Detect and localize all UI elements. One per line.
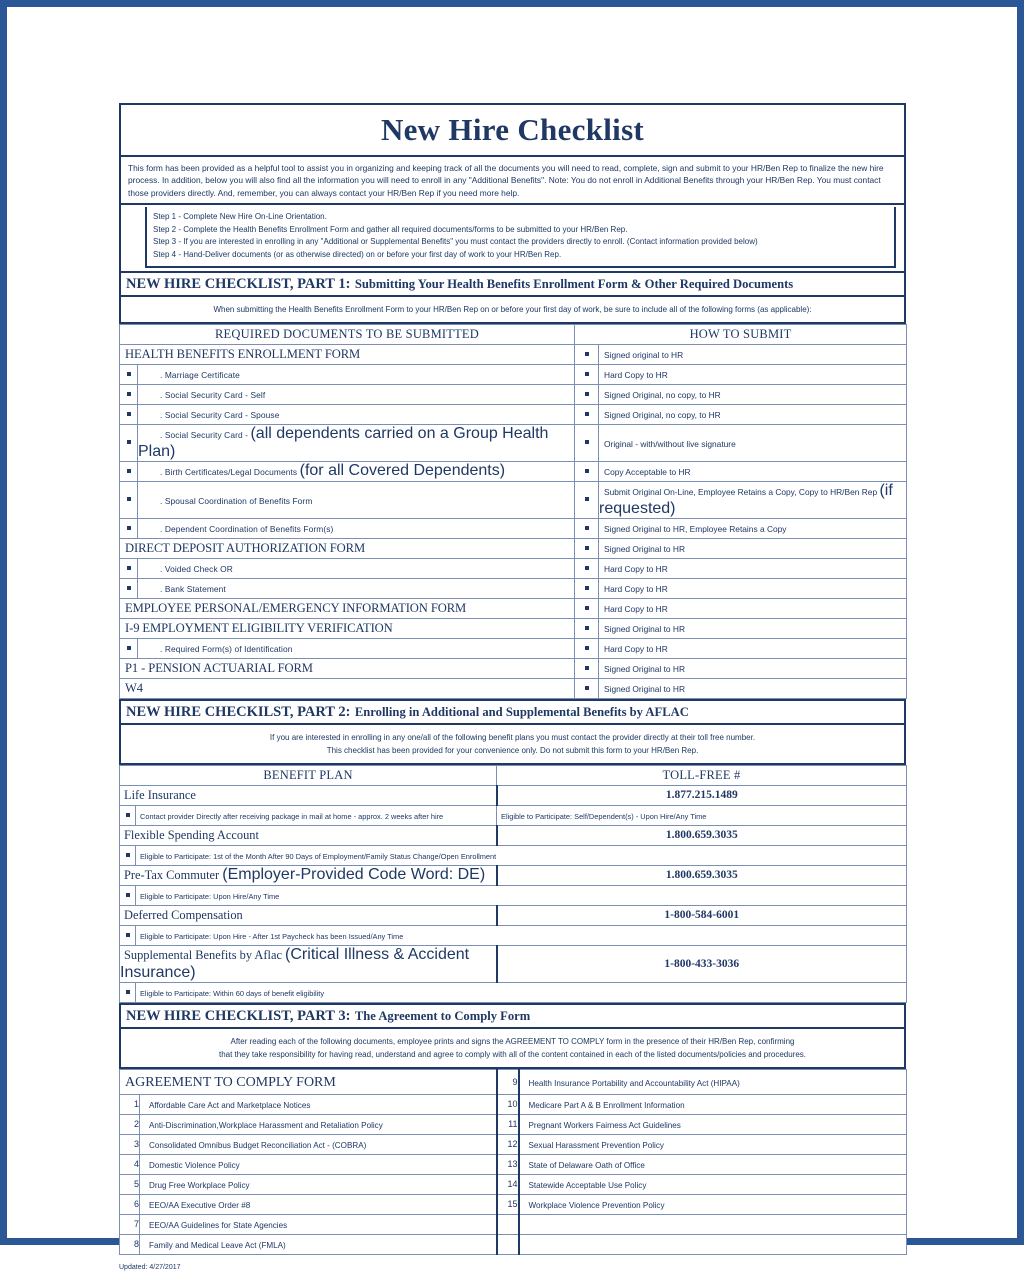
part2-eligibility-text: Eligible to Participate: Upon Hire/Any Time [140, 892, 280, 902]
part1-heading [119, 271, 906, 297]
part2-heading-strong: NEW HIRE CHECKILST, PART 2: [126, 703, 351, 720]
part1-how-to-submit: Hard Copy to HR [604, 564, 668, 575]
part1-how-to-submit-cell [599, 638, 907, 658]
part1-row [120, 598, 907, 618]
part3-left-policy-cell[interactable] [140, 1234, 497, 1254]
part2-heading-rest: Enrolling in Additional and Supplemental Benefits by AFLAC [354, 704, 689, 719]
part3-policy-label: Anti-Discrimination,Workplace Harassment and Retaliation Policy [149, 1121, 383, 1131]
part1-row [120, 558, 907, 578]
part1-how-to-submit-cell [599, 578, 907, 598]
square-bullet-icon [127, 372, 131, 376]
part3-left-policy-cell[interactable] [140, 1154, 497, 1174]
part2-plan-name-cell [120, 945, 497, 982]
part3-row [120, 1154, 907, 1174]
steps-list [145, 207, 896, 267]
part3-left-policy-cell[interactable] [140, 1134, 497, 1154]
part2-eligibility-text: Contact provider Directly after receiving package in mail at home - approx. 2 weeks after hire [140, 812, 444, 822]
part2-eligibility-text: Eligible to Participate: Within 60 days of benefit eligibility [140, 989, 325, 999]
part3-right-number [497, 1214, 519, 1234]
part1-left-checkbox[interactable] [120, 404, 138, 424]
part1-how-to-submit: Signed original to HR [604, 350, 684, 361]
part3-left-number: 3 [120, 1134, 140, 1154]
part1-row [120, 364, 907, 384]
part1-document-name: EMPLOYEE PERSONAL/EMERGENCY INFORMATION FORM [125, 601, 467, 616]
part3-heading [119, 1003, 906, 1029]
part3-policy-label [520, 1241, 529, 1250]
part3-right-policy-cell[interactable] [519, 1134, 907, 1154]
part3-left-number: 5 [120, 1174, 140, 1194]
part3-right-policy-cell[interactable] [519, 1114, 907, 1134]
part3-row [120, 1194, 907, 1214]
part3-right-number [497, 1234, 519, 1254]
part3-left-policy-cell[interactable] [140, 1094, 497, 1114]
part3-policy-label: State of Delaware Oath of Office [528, 1161, 645, 1171]
part1-how-to-submit-cell [599, 384, 907, 404]
part1-table [119, 324, 907, 699]
part1-document-cell [120, 618, 575, 638]
part2-toll-free-number[interactable]: 1.877.215.1489 [497, 785, 907, 805]
step-item-3: Step 3 - If you are interested in enrolling in any "Additional or Supplemental Benefits" you must contact the providers directly to enroll. (Contact information provided below) [153, 237, 758, 247]
part1-how-to-submit: Hard Copy to HR [604, 604, 668, 615]
part2-plan-name: Supplemental Benefits by Aflac [124, 947, 286, 962]
part3-note-box [119, 1029, 906, 1069]
part1-right-checkbox[interactable] [575, 558, 599, 578]
page-title: New Hire Checklist [380, 112, 645, 147]
part2-toll-free-number[interactable]: 1-800-584-6001 [497, 905, 907, 925]
part3-right-policy-cell[interactable] [519, 1174, 907, 1194]
step-item-4: Step 4 - Hand-Deliver documents (or as otherwise directed) on or before your first day of work to your HR/Ben Rep. [153, 250, 562, 259]
part3-right-number: 9 [497, 1069, 519, 1094]
part2-plan-name-cell [120, 905, 497, 925]
part1-how-to-submit-cell [599, 618, 907, 638]
part3-policy-label: Affordable Care Act and Marketplace Notices [149, 1101, 311, 1111]
part3-note-line2: that they take responsibility for having read, understand and agree to comply with all of the content contained in each of the listed documents/policies and procedures. [218, 1049, 807, 1059]
part2-plan-name-note: (Critical Illness & Accident Insurance) [120, 945, 470, 981]
part1-col-left-header: REQUIRED DOCUMENTS TO BE SUBMITTED [120, 324, 575, 344]
part3-left-number: 6 [120, 1194, 140, 1214]
part3-right-policy-cell[interactable] [519, 1234, 907, 1254]
intro-paragraph: This form has been provided as a helpful tool to assist you in organizing and keeping track of all the documents you will need to read, complete, sign and submit to your HR/Ben Rep to finalize the new hire process. In addition, below you will also find all the information you will need to enroll in any "Additional Benefits". Note: You do not enroll in Additional Benefits through your HR/Ben Rep. You must contact those providers directly. And, remember, you can always contact your HR/Ben Rep if you need more help. [128, 163, 884, 198]
part1-right-checkbox[interactable] [575, 538, 599, 558]
part1-right-checkbox[interactable] [575, 481, 599, 518]
part2-plan-name: Life Insurance [124, 788, 196, 803]
part3-policy-label: Medicare Part A & B Enrollment Information [528, 1101, 685, 1111]
square-bullet-icon [127, 392, 131, 396]
part1-row [120, 404, 907, 424]
steps-outer-box [119, 205, 906, 270]
part3-row [120, 1214, 907, 1234]
square-bullet-icon [126, 893, 130, 897]
part1-how-to-submit: Hard Copy to HR [604, 370, 668, 381]
part3-policy-label: Family and Medical Leave Act (FMLA) [149, 1241, 286, 1251]
part1-how-to-submit-cell [599, 364, 907, 384]
part2-checkbox[interactable] [120, 845, 136, 865]
part1-right-checkbox[interactable] [575, 618, 599, 638]
agreement-to-comply-form-title: AGREEMENT TO COMPLY FORM [125, 1074, 336, 1090]
square-bullet-icon [127, 412, 131, 416]
part3-policy-label: EEO/AA Executive Order #8 [149, 1201, 251, 1211]
part2-table [119, 765, 907, 1003]
part2-eligibility-detail [136, 982, 907, 1002]
part1-note-box [119, 297, 906, 324]
footer-updated: Updated: 4/27/2017 [119, 1263, 181, 1271]
part1-document-name: . Voided Check OR [160, 564, 233, 575]
part2-eligibility-detail [136, 885, 907, 905]
part1-how-to-submit-cell [599, 558, 907, 578]
part1-how-to-submit-cell [599, 404, 907, 424]
part1-document-cell [120, 598, 575, 618]
square-bullet-icon [585, 586, 589, 590]
square-bullet-icon [585, 686, 589, 690]
intro-paragraph-box [119, 155, 906, 205]
part2-plan-row [120, 865, 907, 885]
part3-right-policy-cell[interactable] [519, 1069, 907, 1094]
part2-eligibility-text: Eligible to Participate: Upon Hire - After 1st Paycheck has been Issued/Any Time [140, 932, 404, 942]
part1-document-cell [120, 538, 575, 558]
part3-table [119, 1069, 907, 1255]
part1-row [120, 578, 907, 598]
part1-row [120, 384, 907, 404]
square-bullet-icon [585, 546, 589, 550]
document-title-box [119, 103, 906, 155]
part2-toll-free-number[interactable]: 1-800-433-3036 [497, 945, 907, 982]
part2-note-box [119, 725, 906, 765]
square-bullet-icon [126, 990, 130, 994]
part1-document-name-note: (all dependents carried on a Group Health Plan) [138, 424, 549, 460]
part3-right-number: 14 [497, 1174, 519, 1194]
part1-document-cell [120, 658, 575, 678]
part1-column-header-row [120, 324, 907, 344]
part1-document-name: . Social Security Card - Spouse [160, 410, 280, 421]
part3-row [120, 1134, 907, 1154]
step-item-2: Step 2 - Complete the Health Benefits Enrollment Form and gather all required documents/forms to be submitted to your HR/Ben Rep. [153, 224, 628, 234]
part3-left-number: 2 [120, 1114, 140, 1134]
part3-right-policy-cell[interactable] [519, 1194, 907, 1214]
part2-eligibility-row [120, 845, 907, 865]
part2-note-line2: This checklist has been provided for your convenience only. Do not submit this form to your HR/Ben Rep. [326, 745, 699, 755]
square-bullet-icon [127, 526, 131, 530]
part1-right-checkbox[interactable] [575, 364, 599, 384]
square-bullet-icon [127, 469, 131, 473]
part3-left-policy-cell[interactable] [140, 1114, 497, 1134]
part1-right-checkbox[interactable] [575, 424, 599, 461]
part1-heading-rest: Submitting Your Health Benefits Enrollment Form & Other Required Documents [354, 276, 794, 291]
part3-right-policy-cell[interactable] [519, 1154, 907, 1174]
part1-document-cell [138, 558, 575, 578]
part1-document-cell [138, 424, 575, 461]
part1-document-name: DIRECT DEPOSIT AUTHORIZATION FORM [125, 541, 366, 556]
part3-left-policy-cell[interactable] [140, 1194, 497, 1214]
part2-checkbox[interactable] [120, 982, 136, 1002]
part1-row [120, 344, 907, 364]
part1-note: When submitting the Health Benefits Enrollment Form to your HR/Ben Rep on or before your first day of work, be sure to include all of the following forms (as applicable): [213, 304, 812, 314]
part1-how-to-submit-cell [599, 518, 907, 538]
part1-how-to-submit-cell [599, 598, 907, 618]
square-bullet-icon [127, 586, 131, 590]
part3-heading-strong: NEW HIRE CHECKLIST, PART 3: [126, 1007, 351, 1024]
part1-row [120, 638, 907, 658]
part3-left-policy-cell[interactable] [140, 1174, 497, 1194]
part1-document-name-note: (for all Covered Dependents) [299, 462, 506, 480]
square-bullet-icon [585, 626, 589, 630]
part1-how-to-submit: Signed Original, no copy, to HR [604, 410, 721, 421]
part1-document-name: I-9 EMPLOYMENT ELIGIBILITY VERIFICATION [125, 621, 393, 636]
part1-how-to-submit: Signed Original to HR, Employee Retains a Copy [604, 524, 787, 535]
part1-document-name: . Birth Certificates/Legal Documents [160, 467, 300, 478]
part1-row [120, 538, 907, 558]
part2-note-line1: If you are interested in enrolling in any one/all of the following benefit plans you must contact the provider directly at their toll free number. [269, 732, 756, 742]
part2-checkbox[interactable] [120, 925, 136, 945]
part1-document-cell [138, 518, 575, 538]
part3-left-number: 7 [120, 1214, 140, 1234]
part2-plan-row [120, 945, 907, 982]
part1-row [120, 678, 907, 698]
part3-left-number: 4 [120, 1154, 140, 1174]
part3-right-number: 12 [497, 1134, 519, 1154]
part1-how-to-submit-cell [599, 344, 907, 364]
part1-right-checkbox[interactable] [575, 344, 599, 364]
part3-row [120, 1114, 907, 1134]
part2-plan-row [120, 825, 907, 845]
part3-policy-label: Health Insurance Portability and Accountability Act (HIPAA) [528, 1078, 740, 1088]
part3-left-number: 8 [120, 1234, 140, 1254]
part1-right-checkbox[interactable] [575, 578, 599, 598]
part1-how-to-submit-cell [599, 538, 907, 558]
part2-eligibility-detail-left [136, 805, 497, 825]
part3-policy-label: Sexual Harassment Prevention Policy [528, 1141, 664, 1151]
part1-how-to-submit: Signed Original to HR [604, 664, 686, 675]
part2-eligibility-detail [136, 925, 907, 945]
part2-plan-name-cell [120, 865, 497, 885]
part2-plan-name-cell [120, 785, 497, 805]
part1-document-name: P1 - PENSION ACTUARIAL FORM [125, 661, 313, 676]
part1-right-checkbox[interactable] [575, 461, 599, 481]
part1-left-checkbox[interactable] [120, 424, 138, 461]
part3-right-policy-cell[interactable] [519, 1214, 907, 1234]
part2-column-header-row [120, 765, 907, 785]
part3-right-number: 15 [497, 1194, 519, 1214]
part1-how-to-submit: Signed Original to HR [604, 544, 686, 555]
part1-right-checkbox[interactable] [575, 658, 599, 678]
part1-how-to-submit-note: (if requested) [599, 481, 893, 517]
part1-left-checkbox[interactable] [120, 384, 138, 404]
part1-document-cell [138, 481, 575, 518]
part1-document-cell [138, 384, 575, 404]
part1-row [120, 658, 907, 678]
square-bullet-icon [585, 497, 589, 501]
part3-row [120, 1234, 907, 1254]
part1-document-name: . Spousal Coordination of Benefits Form [160, 495, 313, 506]
part3-right-policy-cell[interactable] [519, 1094, 907, 1114]
part1-document-cell [138, 364, 575, 384]
part3-right-number: 10 [497, 1094, 519, 1114]
part2-plan-row [120, 905, 907, 925]
part2-plan-name-cell [120, 825, 497, 845]
part3-policy-label: Workplace Violence Prevention Policy [528, 1201, 665, 1211]
part1-left-checkbox[interactable] [120, 461, 138, 481]
part3-policy-label [520, 1221, 529, 1230]
part1-left-checkbox[interactable] [120, 481, 138, 518]
square-bullet-icon [585, 440, 589, 444]
agreement-to-comply-form-title-cell [120, 1069, 497, 1094]
part1-document-name: . Required Form(s) of Identification [160, 644, 293, 655]
part2-eligibility-row [120, 925, 907, 945]
part1-document-cell [120, 344, 575, 364]
part2-col-left-header: BENEFIT PLAN [120, 765, 497, 785]
part1-right-checkbox[interactable] [575, 384, 599, 404]
part1-left-checkbox[interactable] [120, 578, 138, 598]
square-bullet-icon [126, 813, 130, 817]
part3-heading-rest: The Agreement to Comply Form [354, 1008, 531, 1023]
part3-note-line1: After reading each of the following documents, employee prints and signs the AGREEMENT TO COMPLY form in the presence of their HR/Ben Rep, confirming [230, 1036, 795, 1046]
part1-document-cell [120, 678, 575, 698]
part2-eligibility-text: Eligible to Participate: Self/Dependent(s) - Upon Hire/Any Time [501, 812, 707, 822]
square-bullet-icon [585, 566, 589, 570]
part1-how-to-submit-cell [599, 658, 907, 678]
part1-row [120, 424, 907, 461]
part1-document-cell [138, 638, 575, 658]
part1-how-to-submit: Signed Original to HR [604, 684, 686, 695]
part2-eligibility-row [120, 805, 907, 825]
checklist-sheet [119, 103, 906, 1271]
square-bullet-icon [127, 566, 131, 570]
part1-how-to-submit-cell [599, 461, 907, 481]
part2-plan-name-note: (Employer-Provided Code Word: DE) [222, 866, 486, 884]
part1-right-checkbox[interactable] [575, 638, 599, 658]
part1-right-checkbox[interactable] [575, 518, 599, 538]
square-bullet-icon [127, 440, 131, 444]
square-bullet-icon [585, 352, 589, 356]
part1-document-name: . Dependent Coordination of Benefits Form(s) [160, 524, 334, 535]
part1-document-name: . Marriage Certificate [160, 370, 240, 381]
part2-plan-name: Flexible Spending Account [124, 828, 259, 843]
part3-row [120, 1094, 907, 1114]
square-bullet-icon [585, 666, 589, 670]
part1-left-checkbox[interactable] [120, 638, 138, 658]
part1-how-to-submit: Submit Original On-Line, Employee Retains a Copy, Copy to HR/Ben Rep [604, 486, 880, 497]
part2-col-right-header: TOLL-FREE # [497, 765, 907, 785]
part3-policy-label: Domestic Violence Policy [149, 1161, 240, 1171]
square-bullet-icon [127, 497, 131, 501]
part1-how-to-submit-cell [599, 424, 907, 461]
part3-policy-label: Statewide Acceptable Use Policy [528, 1181, 647, 1191]
part3-left-policy-cell[interactable] [140, 1214, 497, 1234]
part1-document-name: . Social Security Card - Self [160, 390, 266, 401]
part2-toll-free-number[interactable]: 1.800.659.3035 [497, 865, 907, 885]
part1-document-name: W4 [125, 681, 143, 696]
part2-eligibility-row [120, 885, 907, 905]
part1-how-to-submit-cell [599, 481, 907, 518]
part3-right-number: 11 [497, 1114, 519, 1134]
part3-right-number: 13 [497, 1154, 519, 1174]
square-bullet-icon [585, 606, 589, 610]
part2-eligibility-detail [136, 845, 907, 865]
part1-document-cell [138, 461, 575, 481]
part1-heading-strong: NEW HIRE CHECKLIST, PART 1: [126, 275, 351, 292]
part1-right-checkbox[interactable] [575, 598, 599, 618]
part2-eligibility-detail-right [497, 805, 907, 825]
part2-plan-name: Pre-Tax Commuter [124, 868, 223, 883]
part1-document-name: . Bank Statement [160, 584, 226, 595]
part3-left-number: 1 [120, 1094, 140, 1114]
part1-row [120, 618, 907, 638]
part3-row [120, 1174, 907, 1194]
part1-how-to-submit: Original - with/without live signature [604, 438, 736, 449]
part2-checkbox[interactable] [120, 885, 136, 905]
part2-plan-name: Deferred Compensation [124, 908, 243, 923]
part3-policy-label: EEO/AA Guidelines for State Agencies [149, 1221, 288, 1231]
part1-row [120, 481, 907, 518]
square-bullet-icon [585, 526, 589, 530]
square-bullet-icon [585, 392, 589, 396]
part1-document-name: HEALTH BENEFITS ENROLLMENT FORM [125, 347, 361, 362]
square-bullet-icon [585, 372, 589, 376]
part1-how-to-submit: Signed Original, no copy, to HR [604, 390, 721, 401]
part1-row [120, 461, 907, 481]
part1-document-cell [138, 578, 575, 598]
part1-left-checkbox[interactable] [120, 364, 138, 384]
part1-how-to-submit-cell [599, 678, 907, 698]
part1-how-to-submit: Hard Copy to HR [604, 644, 668, 655]
part1-right-checkbox[interactable] [575, 678, 599, 698]
part1-left-checkbox[interactable] [120, 518, 138, 538]
part1-col-right-header: HOW TO SUBMIT [575, 324, 907, 344]
part2-plan-row [120, 785, 907, 805]
part1-how-to-submit: Hard Copy to HR [604, 584, 668, 595]
part1-left-checkbox[interactable] [120, 558, 138, 578]
part1-document-name: . Social Security Card - [160, 429, 251, 440]
part2-toll-free-number[interactable]: 1.800.659.3035 [497, 825, 907, 845]
part2-heading [119, 699, 906, 725]
part1-how-to-submit: Copy Acceptable to HR [604, 467, 691, 478]
square-bullet-icon [585, 412, 589, 416]
part1-how-to-submit: Signed Original to HR [604, 624, 686, 635]
part2-checkbox[interactable] [120, 805, 136, 825]
part1-document-cell [138, 404, 575, 424]
square-bullet-icon [127, 646, 131, 650]
part1-row [120, 518, 907, 538]
part3-policy-label: Drug Free Workplace Policy [149, 1181, 250, 1191]
square-bullet-icon [126, 933, 130, 937]
part2-eligibility-row [120, 982, 907, 1002]
part3-policy-label: Consolidated Omnibus Budget Reconciliation Act - (COBRA) [149, 1141, 367, 1151]
part2-eligibility-text: Eligible to Participate: 1st of the Month After 90 Days of Employment/Family Status Change/Open Enrollment [140, 852, 497, 862]
square-bullet-icon [585, 646, 589, 650]
part3-policy-label: Pregnant Workers Fairness Act Guidelines [528, 1121, 681, 1131]
part3-row [120, 1069, 907, 1094]
part1-right-checkbox[interactable] [575, 404, 599, 424]
step-item-1: Step 1 - Complete New Hire On-Line Orientation. [153, 212, 327, 222]
square-bullet-icon [585, 469, 589, 473]
square-bullet-icon [126, 853, 130, 857]
